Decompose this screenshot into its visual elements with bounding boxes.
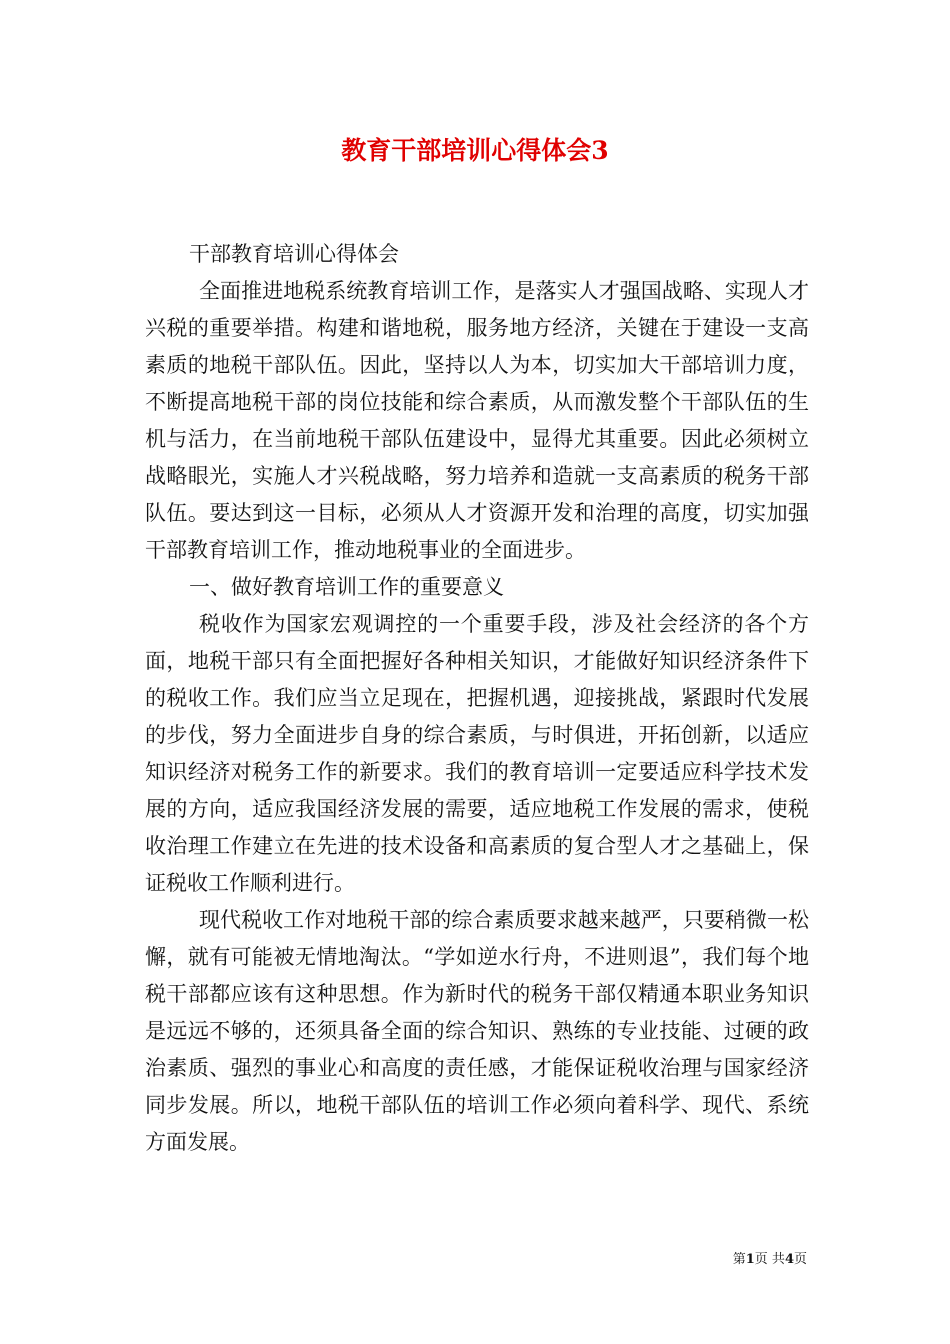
document-title: 教育干部培训心得体会3 — [341, 136, 609, 165]
footer-middle: 页 共 — [754, 1252, 785, 1267]
total-page-count: 4 — [784, 1252, 794, 1267]
current-page-number: 1 — [745, 1252, 755, 1267]
page-footer — [733, 1250, 807, 1270]
footer-suffix: 页 — [793, 1252, 807, 1267]
paragraph: 全面推进地税系统教育培训工作，是落实人才强国战略、实现人才兴税的重要举措。构建和谐地税，服务地方经济，关键在于建设一支高素质的地税干部队伍。因此，坚持以人为本，切实加大干部培训力度，不断提高地税干部的岗位技能和综合素质，从而激发整个干部队伍的生机与活力，在当前地税干部队伍建设中，显得尤其重要。因此必须树立战略眼光，实施人才兴税战略，努力培养和造就一支高素质的税务干部队伍。要达到这一目标，必须从人才资源开发和治理的高度，切实加强干部教育培训工作，推动地税事业的全面进步。 — [145, 279, 809, 562]
footer-prefix: 第 — [732, 1252, 746, 1267]
section-heading: 一、做好教育培训工作的重要意义 — [189, 575, 504, 599]
document-subtitle: 干部教育培训心得体会 — [189, 242, 399, 266]
paragraph: 税收作为国家宏观调控的一个重要手段，涉及社会经济的各个方面，地税干部只有全面把握好各种相关知识，才能做好知识经济条件下的税收工作。我们应当立足现在，把握机遇，迎接挑战，紧跟时代发展的步伐，努力全面进步自身的综合素质，与时俱进，开拓创新，以适应知识经济对税务工作的新要求。我们的教育培训一定要适应科学技术发展的方向，适应我国经济发展的需要，适应地税工作发展的需求，使税收治理工作建立在先进的技术设备和高素质的复合型人才之基础上，保证税收工作顺利进行。 — [145, 612, 809, 895]
document-body — [145, 236, 809, 1161]
paragraph: 现代税收工作对地税干部的综合素质要求越来越严，只要稍微一松懈，就有可能被无情地淘汰。“学如逆水行舟，不进则退”，我们每个地税干部都应该有这种思想。作为新时代的税务干部仅精通本职业务知识是远远不够的，还须具备全面的综合知识、熟练的专业技能、过硬的政治素质、强烈的事业心和高度的责任感，才能保证税收治理与国家经济同步发展。所以，地税干部队伍的培训工作必须向着科学、现代、系统方面发展。 — [145, 908, 809, 1154]
